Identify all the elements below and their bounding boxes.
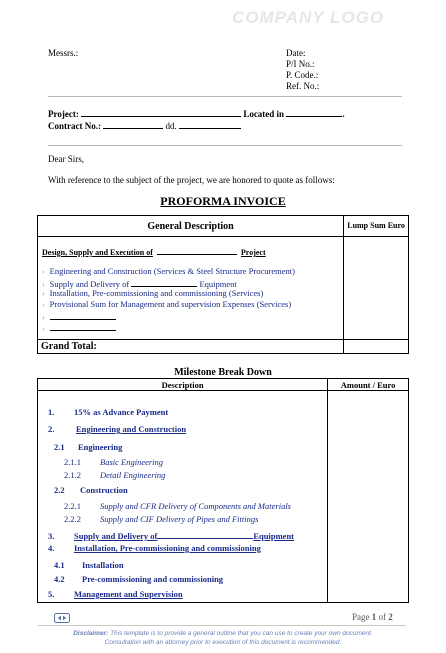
pi-no-label: P/I No.: [286, 59, 315, 69]
extra-item-blank[interactable] [50, 321, 116, 331]
milestone-body [38, 391, 328, 603]
milestone-row: 4.1 Installation [54, 560, 124, 570]
located-in-label: Located in [243, 109, 285, 119]
footer-divider [38, 625, 406, 626]
milestone-amount-cell[interactable] [328, 391, 409, 603]
contract-no-label: Contract No.: [48, 121, 101, 131]
brand-mark-icon [54, 610, 70, 620]
invoice-item: › Provisional Sum for Management and supervision Expenses (Services) [42, 299, 292, 309]
divider [48, 145, 402, 146]
disclaimer-text-2: Consultation with an attorney prior to execution of this document is recommended. [104, 639, 342, 646]
milestone-row: 2.2.2 Supply and CIF Delivery of Pipes and Fittings [64, 514, 259, 524]
page-title: PROFORMA INVOICE [160, 194, 286, 208]
disclaimer-label: Disclaimer: [73, 630, 109, 637]
milestone-row: 3. Supply and Delivery of Equipment [48, 531, 294, 541]
invoice-col-lump-sum: Lump Sum Euro [344, 216, 409, 237]
milestone-row: 2.1.2 Detail Engineering [64, 470, 166, 480]
milestone-row: 1. 15% as Advance Payment [48, 407, 169, 417]
invoice-table [37, 215, 409, 354]
project-line [48, 107, 345, 119]
invoice-item: › Installation, Pre-commissioning and commissioning (Services) [42, 288, 264, 298]
extra-item-blank[interactable] [50, 310, 116, 320]
company-logo: COMPANY LOGO [232, 8, 385, 27]
location-blank[interactable] [286, 107, 345, 119]
salutation: Dear Sirs, [48, 154, 84, 164]
chevron-right-icon: › [42, 300, 45, 309]
grand-total-value[interactable] [344, 340, 409, 354]
milestone-row: 2.1.1 Basic Engineering [64, 457, 164, 467]
disclaimer [30, 629, 416, 647]
invoice-item: › Engineering and Construction (Services & Steel Structure Procurement) [42, 266, 295, 276]
design-blank[interactable] [157, 245, 237, 255]
contract-line [48, 119, 241, 131]
invoice-item-blank [42, 321, 116, 333]
milestone-table [37, 378, 409, 603]
chevron-right-icon: › [42, 324, 45, 333]
milestone-row: 2.1 Engineering [54, 442, 123, 452]
milestone-col-description: Description [38, 379, 328, 391]
milestone-row: 4. Installation, Pre-commissioning and commissioning [48, 543, 261, 553]
milestone-supply-blank[interactable] [157, 529, 253, 539]
project-label: Project: [48, 109, 79, 119]
grand-total-label: Grand Total: [38, 340, 344, 354]
contract-no-blank[interactable] [103, 119, 163, 129]
project-blank[interactable] [81, 107, 241, 117]
design-label: Design, Supply and Execution of [42, 248, 153, 257]
milestone-row: 2. Engineering and Construction [48, 424, 187, 434]
period: . [342, 109, 345, 119]
invoice-body [38, 237, 344, 340]
dd-blank[interactable] [179, 119, 241, 129]
milestone-col-amount: Amount / Euro [328, 379, 409, 391]
date-label: Date: [286, 48, 306, 58]
milestone-row: 4.2 Pre-commissioning and commissioning [54, 574, 224, 584]
milestone-title: Milestone Break Down [174, 367, 272, 378]
messrs-label: Messrs.: [48, 48, 79, 58]
invoice-item: › Supply and Delivery of Equipment [42, 279, 237, 289]
dd-label: dd. [165, 121, 177, 131]
p-code-label: P. Code.: [286, 70, 319, 80]
page-number: Page 1 of 2 [352, 612, 393, 622]
milestone-row: 2.2 Construction [54, 485, 128, 495]
disclaimer-text: This template is to provide a general outline that you can use to create your own document. [110, 630, 373, 637]
chevron-right-icon: › [42, 280, 45, 289]
lump-sum-cell[interactable] [344, 237, 409, 340]
chevron-right-icon: › [42, 289, 45, 298]
chevron-right-icon: › [42, 313, 45, 322]
milestone-row: 5. Management and Supervision [48, 589, 183, 599]
supply-blank[interactable] [131, 277, 197, 287]
chevron-right-icon: › [42, 267, 45, 276]
divider [48, 96, 402, 97]
design-project: Project [240, 248, 266, 257]
invoice-col-description: General Description [38, 216, 344, 237]
milestone-row: 2.2.1 Supply and CFR Delivery of Components and Materials [64, 501, 291, 511]
header-meta [286, 48, 319, 92]
ref-no-label: Ref. No.: [286, 81, 320, 91]
intro-text: With reference to the subject of the project, we are honored to quote as follows: [48, 175, 335, 185]
design-line [42, 245, 266, 257]
